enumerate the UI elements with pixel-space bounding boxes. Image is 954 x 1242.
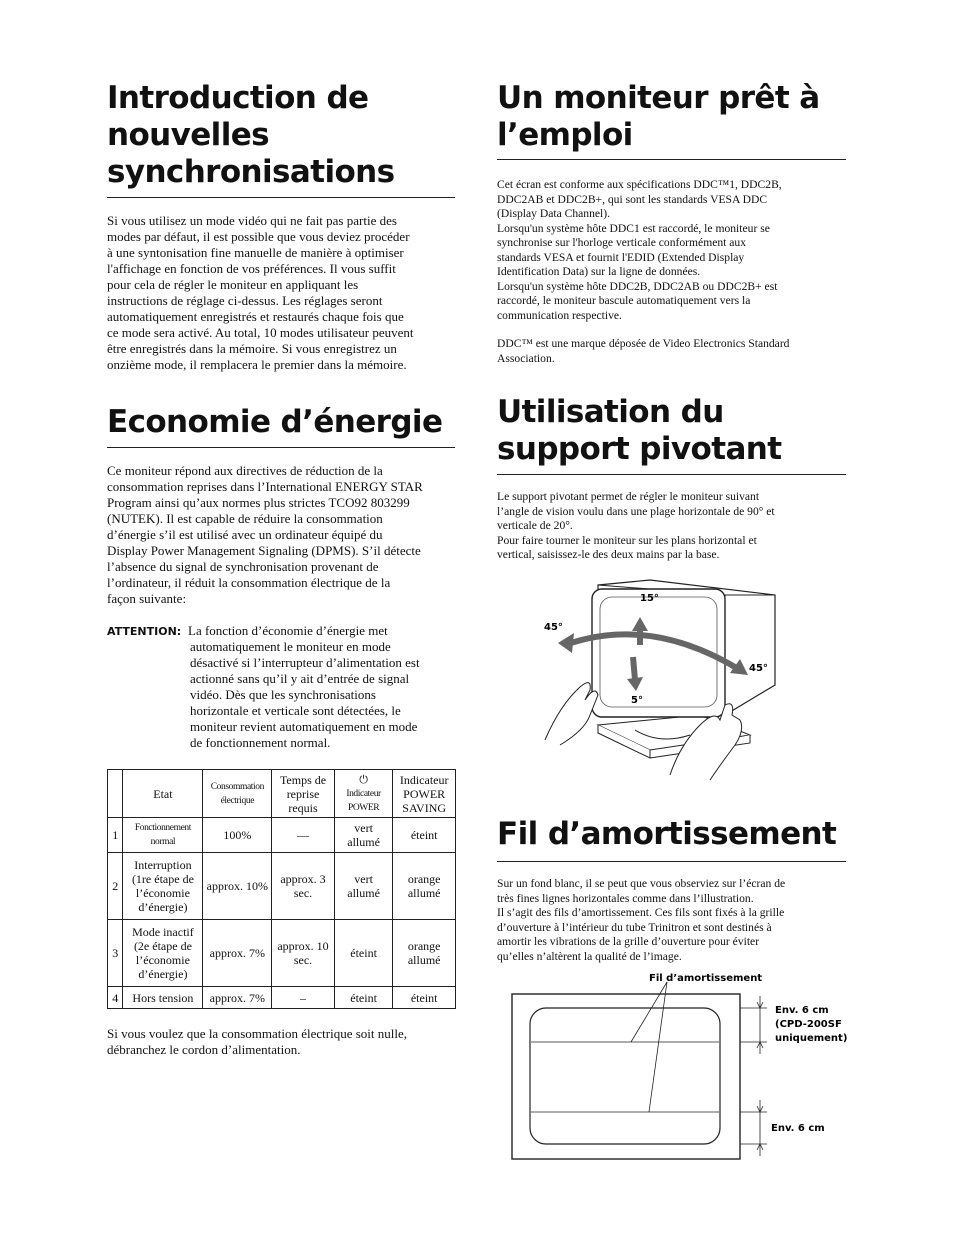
energy-body: Ce moniteur répond aux directives de réduction de la consommation reprises dans l’International ENERGY STAR Program ainsi qu’aux normes plus strictes TCO92 803299 (NUTEK). Il est capable de réduire la consommation d’énergie s’il est utilisé avec un ordinateur équipé du Display Power Management Signaling (DPMS). S’il détecte l’absence du signal de synchronisation provenant de l’ordinateur, il réduit la consommation électrique de la façon suivante:	[107, 463, 423, 606]
top-dimension-label-1: Env. 6 cm	[775, 1005, 829, 1016]
top-dimension-label-3: uniquement)	[775, 1033, 848, 1044]
power-symbol-icon: ⏻	[359, 772, 368, 786]
wire-label: Fil d’amortissement	[649, 973, 763, 984]
pivot-title: Utilisation du support pivotant	[497, 394, 782, 467]
table-header-row	[108, 770, 456, 818]
attention-text: La fonction d’économie d’énergie met automatiquement le moniteur en mode désactivé si l’interrupteur d’alimentation est actionné sans qu’il y ait d’entrée de signal vidéo. Dès que les synchronisations horizontale et verticale sont détectées, le moniteur revient automatiquement en mode de fonctionnement normal.	[188, 623, 420, 750]
table-header-power-saving: Indicateur POWER SAVING	[393, 770, 456, 818]
table-row: 2 Interruption (1re étape de l’économie d’énergie) approx. 10% approx. 3 sec. vert allumé orange allumé	[108, 853, 456, 920]
energy-title-rule	[107, 447, 455, 448]
table-header-consumption: Consommation électrique	[203, 770, 272, 818]
table-row: 1 Fonctionnement normal 100% — vert allumé éteint	[108, 818, 456, 853]
table-header-resume-time: Temps de reprise requis	[272, 770, 335, 818]
screen-area	[530, 1008, 720, 1144]
ready-title: Un moniteur prêt à l’emploi	[497, 80, 820, 153]
table-row: 3 Mode inactif (2e étape de l’économie d’énergie) approx. 7% approx. 10 sec. éteint orange allumé	[108, 920, 456, 987]
vertical-down-arrow-icon	[633, 657, 635, 680]
ready-body: Cet écran est conforme aux spécifications DDC™1, DDC2B, DDC2AB et DDC2B+, qui sont les standards VESA DDC (Display Data Channel). Lorsqu'un système hôte DDC1 est raccordé, le moniteur se synchronise sur l'horloge verticale conformément aux standards VESA et fournit l'EDID (Extended Display Identification Data) sur la ligne de données. Lorsqu'un système hôte DDC2B, DDC2AB ou DDC2B+ est raccordé, le moniteur bascule automatiquement vers la communication respective.	[497, 178, 782, 322]
power-table	[107, 769, 456, 1009]
energy-footer: Si vous voulez que la consommation électrique soit nulle, débranchez le cordon d’alimentation.	[107, 1026, 408, 1057]
attention-label: ATTENTION:	[107, 625, 182, 638]
damper-wire-illustration	[505, 966, 855, 1166]
angle-top-label: 15°	[640, 593, 659, 604]
wire-title-rule	[497, 861, 846, 862]
angle-bottom-label: 5°	[631, 695, 643, 706]
intro-title-rule	[107, 197, 455, 198]
intro-body: Si vous utilisez un mode vidéo qui ne fait pas partie des modes par défaut, il est possible que vous deviez procéder à une syntonisation fine manuelle de manière à optimiser l'affichage en fonction de vos préférences. Il vous suffit pour cela de régler le moniteur en appliquant les instructions de réglage ci-dessus. Les réglages seront automatiquement enregistrés et restaurés chaque fois que ce mode sera activé. Au total, 10 modes utilisateur peuvent être enregistrés dans la mémoire. Si vous enregistrez un onzième mode, il remplacera le premier dans la mémoire.	[107, 213, 414, 372]
pivot-title-rule	[497, 474, 846, 475]
table-header-num	[108, 770, 123, 818]
table-header-power: ⏻ Indicateur POWER	[334, 770, 393, 818]
wire-title: Fil d’amortissement	[497, 816, 837, 852]
top-dimension-label-2: (CPD-200SF	[775, 1019, 842, 1030]
angle-right-label: 45°	[749, 663, 768, 674]
pivot-stand-illustration	[540, 575, 800, 785]
pivot-body: Le support pivotant permet de régler le moniteur suivant l’angle de vision voulu dans une plage horizontale de 90° et verticale de 20°. Pour faire tourner le moniteur sur les plans horizontal et vertical, saisissez-le des deux mains par la base.	[497, 490, 775, 561]
left-hand-icon	[545, 683, 598, 745]
angle-left-label: 45°	[544, 622, 563, 633]
table-header-etat: Etat	[123, 770, 203, 818]
intro-title: Introduction de nouvelles synchronisations	[107, 80, 395, 190]
bottom-dimension-label: Env. 6 cm	[771, 1123, 825, 1134]
ready-title-rule	[497, 159, 846, 160]
ready-trademark: DDC™ est une marque déposée de Video Electronics Standard Association.	[497, 337, 790, 365]
table-row: 4 Hors tension approx. 7% – éteint éteint	[108, 987, 456, 1009]
wire-body: Sur un fond blanc, il se peut que vous observiez sur l’écran de très fines lignes horizontales comme dans l’illustration. Il s’agit des fils d’amortissement. Ces fils sont fixés à la grille d’ouverture à l’intérieur du tube Trinitron et sont destinés à amortir les vibrations de la grille d’ouverture pour éviter qu’elles n’altèrent la qualité de l’image.	[497, 877, 786, 963]
energy-title: Economie d’énergie	[107, 404, 443, 440]
